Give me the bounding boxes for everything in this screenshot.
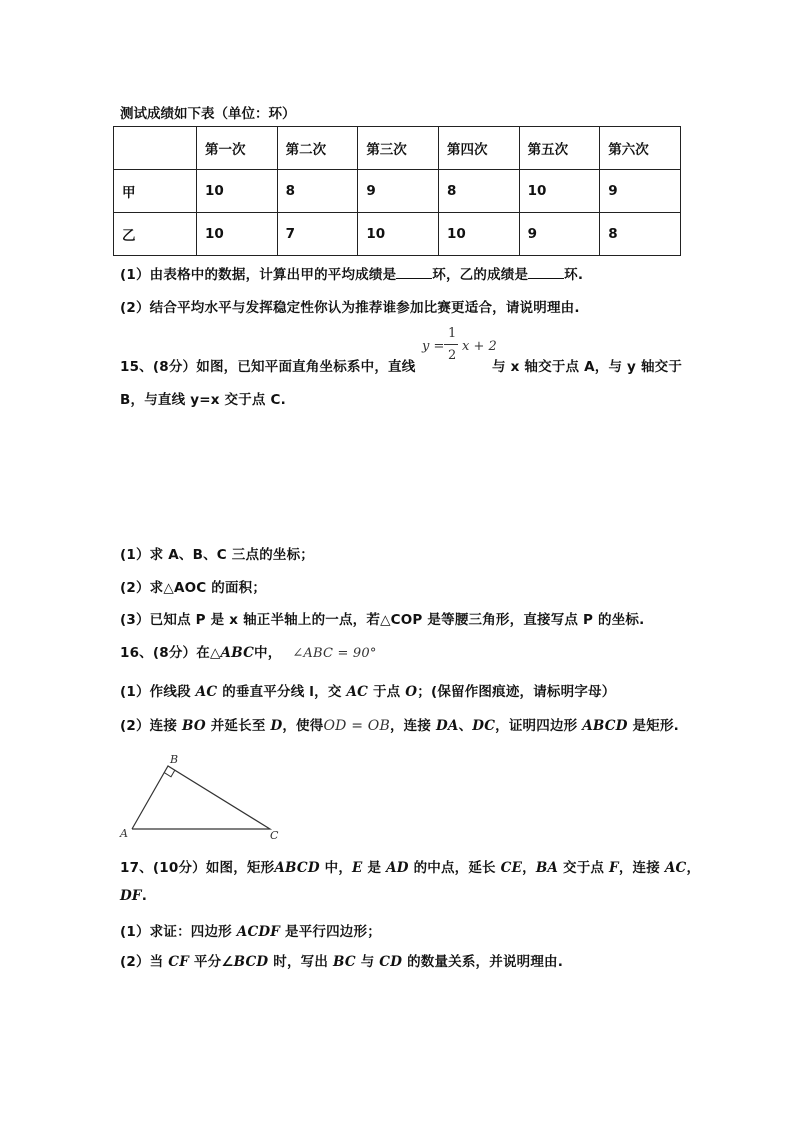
- table-cell: 8: [600, 213, 681, 256]
- angle-formula: ∠ABC = 90°: [292, 646, 377, 661]
- q15-line-formula: y = 1 2 x + 2: [422, 326, 497, 363]
- table-caption: 测试成绩如下表（单位：环）: [120, 106, 296, 122]
- table-header-cell: 第五次: [519, 127, 600, 170]
- q16-part2: (2）连接 BO 并延长至 D，使得OD = OB，连接 DA、DC，证明四边形 ABCD 是矩形.: [120, 718, 679, 734]
- right-angle-mark: [164, 770, 175, 777]
- scores-table: [113, 126, 681, 256]
- q16-intro: 16、(8分）在△ABC中， ∠ABC = 90°: [120, 645, 377, 661]
- q14-part1: (1）由表格中的数据，计算出甲的平均成绩是 环，乙的成绩是 环.: [120, 267, 584, 283]
- q15-part3: (3）已知点 P 是 x 轴正半轴上的一点，若△COP 是等腰三角形，直接写点 P 的坐标.: [120, 612, 645, 628]
- table-cell: 9: [600, 170, 681, 213]
- q15-intro-b: 与 x 轴交于点 A，与 y 轴交于: [492, 359, 683, 375]
- triangle-abc: [132, 766, 270, 829]
- table-cell: 8: [438, 170, 519, 213]
- table-cell: 乙: [114, 213, 197, 256]
- q17-part2: (2）当 CF 平分∠BCD 时，写出 BC 与 CD 的数量关系，并说明理由.: [120, 954, 564, 970]
- table-cell: 10: [358, 213, 439, 256]
- q14-part2: (2）结合平均水平与发挥稳定性你认为推荐谁参加比赛更适合，请说明理由.: [120, 300, 580, 316]
- answer-blank: [396, 266, 432, 279]
- table-header-cell: 第六次: [600, 127, 681, 170]
- table-cell: 10: [197, 170, 278, 213]
- table-header-cell: [114, 127, 197, 170]
- q17-part1: (1）求证：四边形 ACDF 是平行四边形；: [120, 924, 381, 940]
- table-header-row: [114, 127, 681, 170]
- table-cell: 9: [519, 213, 600, 256]
- table-header-cell: 第一次: [197, 127, 278, 170]
- triangle-figure: [118, 752, 288, 844]
- table-header-cell: 第四次: [438, 127, 519, 170]
- table-cell: 9: [358, 170, 439, 213]
- table-cell: 10: [519, 170, 600, 213]
- table-cell: 10: [438, 213, 519, 256]
- table-cell: 甲: [114, 170, 197, 213]
- label-c: C: [270, 829, 279, 842]
- table-header-cell: 第三次: [358, 127, 439, 170]
- table-row: [114, 213, 681, 256]
- q17-line2: DF.: [120, 888, 148, 904]
- table-cell: 10: [197, 213, 278, 256]
- label-a: A: [120, 827, 128, 840]
- table-header-cell: 第二次: [277, 127, 358, 170]
- q16-part1: (1）作线段 AC 的垂直平分线 l，交 AC 于点 O；(保留作图痕迹，请标明字母）: [120, 684, 616, 700]
- fraction-bar: [444, 344, 458, 345]
- q15-part1: (1）求 A、B、C 三点的坐标；: [120, 547, 315, 563]
- table-row: [114, 170, 681, 213]
- table-cell: 7: [277, 213, 358, 256]
- answer-blank: [528, 266, 564, 279]
- table-cell: 8: [277, 170, 358, 213]
- label-b: B: [170, 753, 179, 766]
- q15-part2: (2）求△AOC 的面积；: [120, 580, 267, 596]
- q17-line1: 17、(10分）如图，矩形ABCD 中，E 是 AD 的中点，延长 CE，BA 交于点 F，连接 AC，: [120, 860, 701, 876]
- q15-intro-a: 15、(8分）如图，已知平面直角坐标系中，直线: [120, 359, 416, 375]
- od-ob-formula: OD = OB: [323, 718, 390, 734]
- q15-intro-c: B，与直线 y=x 交于点 C.: [120, 392, 286, 408]
